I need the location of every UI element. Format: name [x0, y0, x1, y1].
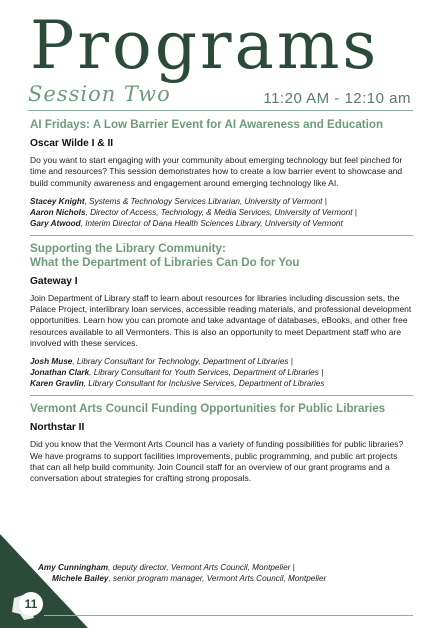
presenter-name: Karen Gravlin: [30, 379, 84, 389]
sessions-list: [30, 118, 413, 492]
session-title: Vermont Arts Council Funding Opportunities for Public Libraries: [30, 402, 386, 416]
presenter-name: Josh Muse: [30, 357, 73, 367]
session-description: Did you know that the Vermont Arts Council has a variety of funding possibilities for public libraries? We have programs to support facilities improvements, public programming, and public art projects that can all help build community. Join Council staff for an overview of our grant programs and a conversation about strategies for crafting strong proposals.: [30, 439, 404, 484]
footer-divider: [44, 615, 413, 616]
session-time: 11:20 AM - 12:10 am: [263, 90, 411, 107]
presenter-name: Amy Cunningham: [38, 563, 109, 572]
presenter: [30, 378, 413, 389]
presenter-role: , Library Consultant for Inclusive Services, Department of Libraries: [83, 379, 325, 389]
session-room: Gateway I: [30, 275, 78, 287]
presenter-list: [30, 356, 413, 389]
presenter-role: , Systems & Technology Services Librarian, University of Vermont |: [84, 196, 327, 206]
section-divider: [30, 395, 413, 396]
presenter: [30, 218, 413, 229]
presenter-name: Stacey Knight: [30, 196, 85, 206]
session-label: Session Two: [28, 82, 171, 106]
corner-triangle-decoration: [0, 528, 90, 628]
presenter-name: Aaron Nichols: [30, 207, 86, 217]
presenter-role: , Interim Director of Dana Health Sciences Library, University of Vermont: [80, 218, 343, 228]
presenter-name: Gary Atwood: [30, 218, 81, 228]
presenter: [30, 367, 413, 378]
session-title: [30, 242, 413, 270]
session-library-community: [30, 242, 413, 389]
presenter-name: Jonathan Clark: [30, 368, 90, 378]
page-number: 11: [19, 592, 43, 616]
page-title: Programs: [30, 7, 380, 84]
presenter-role: , Director of Access, Technology, & Media Services, University of Vermont |: [85, 207, 357, 217]
session-ai-fridays: [30, 118, 413, 229]
session-description: Do you want to start engaging with your community about emerging technology but feel pinched for time and resources? This session demonstrates how to create a low barrier event to showcase and build community awareness and engagement around emerging technology like AI.: [30, 155, 403, 188]
presenter: [30, 196, 413, 207]
session-title: AI Fridays: A Low Barrier Event for AI Awareness and Education: [30, 118, 384, 131]
presenter-role: , Library Consultant for Technology, Department of Libraries |: [72, 357, 293, 367]
presenter-role: , senior program manager, Vermont Arts Council, Montpelier: [108, 574, 327, 583]
section-divider: [30, 235, 413, 236]
presenter-list: [30, 196, 413, 229]
presenter: [30, 207, 413, 218]
presenter-role: , deputy director, Vermont Arts Council, Montpelier |: [108, 563, 295, 572]
session-room: Northstar II: [30, 422, 85, 434]
session-description: Join Department of Library staff to learn about resources for libraries including discussion sets, the Palace Project, interlibrary loan services, accessible reading materials, and professional development opportunities. Learn how you can promote and take advantage of databases, eBooks, and other free resources available to all Vermonters. This is also an opportunity to meet Department staff who are involved with these services.: [30, 292, 412, 349]
presenter: [30, 356, 413, 367]
presenter-role: , Library Consultant for Youth Services, Department of Libraries |: [89, 368, 324, 378]
header-divider: [28, 110, 413, 111]
presenter-name: Michele Bailey: [52, 574, 109, 583]
session-arts-council: [30, 402, 413, 484]
session-title-line: Supporting the Library Community:: [30, 241, 226, 255]
session-room: Oscar Wilde I & II: [30, 138, 114, 149]
session-title-line: What the Department of Libraries Can Do for You: [30, 255, 300, 269]
